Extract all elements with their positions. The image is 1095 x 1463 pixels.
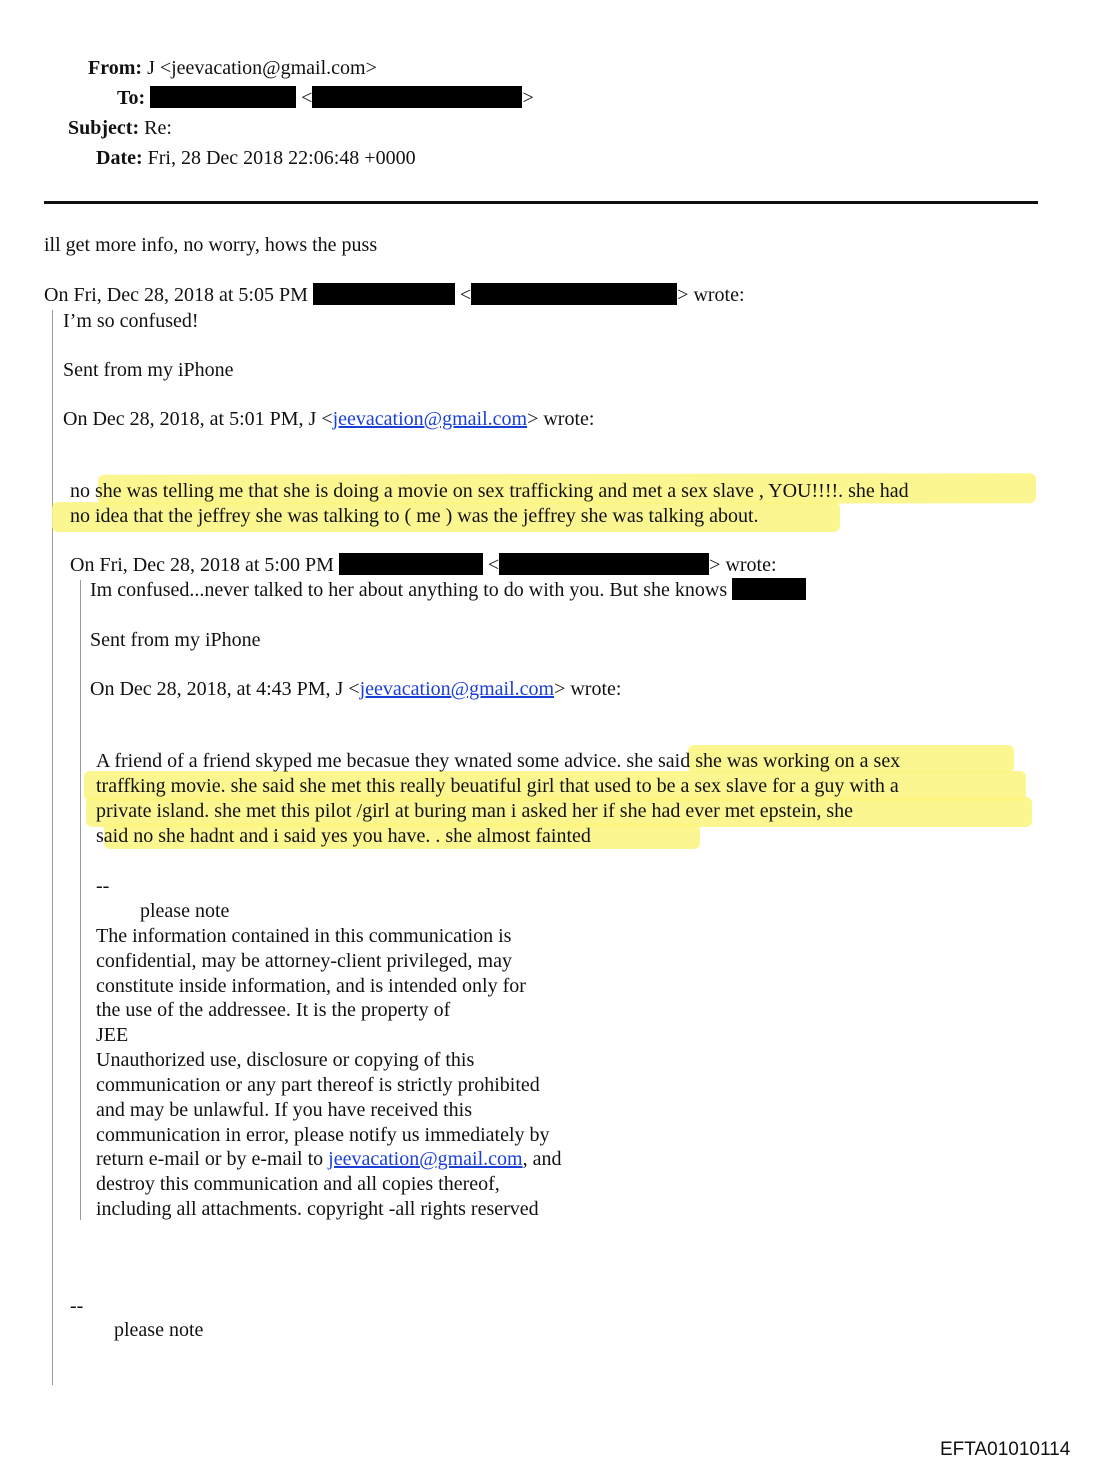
quote2-sig: Sent from my iPhone [90, 629, 261, 651]
quote2-msg-line: said no she hadnt and i said yes you have. . she almost fainted [96, 825, 591, 847]
quote2-line1 [90, 578, 806, 602]
to-gt: > [522, 87, 534, 109]
disclaimer-return-post: , and [522, 1148, 562, 1170]
disclaimer-line: The information contained in this communication is [96, 925, 512, 947]
footer-dashes: -- [70, 1295, 84, 1317]
disclaimer-line: communication or any part thereof is strictly prohibited [96, 1074, 540, 1096]
quote2-msg-line: traffking movie. she said she met this really beuatiful girl that used to be a sex slave for a guy with a [96, 775, 899, 797]
quote1-msg-line1: no she was telling me that she is doing a movie on sex trafficking and met a sex slave , YOU!!!!. she had [70, 480, 909, 502]
disclaimer-return-line [96, 1147, 561, 1171]
reply-text: ill get more info, no worry, hows the puss [44, 234, 378, 256]
email-link[interactable]: jeevacation@gmail.com [359, 678, 555, 700]
quote-bar-inner [80, 580, 81, 1220]
to-line [117, 86, 534, 110]
disclaimer-line: Unauthorized use, disclosure or copying of this [96, 1049, 475, 1071]
quote1-line1: I’m so confused! [63, 310, 199, 332]
subject-value: Re: [144, 117, 172, 139]
footer-note: please note [114, 1319, 204, 1341]
redaction-bar [339, 553, 483, 575]
email-link[interactable]: jeevacation@gmail.com [328, 1148, 523, 1170]
email-link[interactable]: jeevacation@gmail.com [332, 408, 528, 430]
disclaimer-line: constitute inside information, and is intended only for [96, 975, 526, 997]
quote1-attrib-pre: On Fri, Dec 28, 2018 at 5:05 PM [44, 284, 308, 306]
quote1-inner-attrib-pre: On Dec 28, 2018, at 5:01 PM, J < [63, 408, 333, 430]
disclaimer-line: JEE [96, 1024, 129, 1046]
subject-line [68, 116, 172, 140]
quote2-attrib-post: > wrote: [709, 554, 777, 576]
bates-number: EFTA01010114 [940, 1439, 1071, 1460]
disclaimer-line: including all attachments. copyright -all rights reserved [96, 1198, 539, 1220]
redaction-bar [313, 283, 455, 305]
to-lt: < [301, 87, 313, 109]
disclaimer-line: and may be unlawful. If you have received this [96, 1099, 472, 1121]
from-label: From: [88, 57, 143, 79]
quote1-attrib-post: > wrote: [677, 284, 745, 306]
redaction-bar [471, 283, 677, 305]
disclaimer-line: the use of the addressee. It is the property of [96, 999, 451, 1021]
from-line [88, 56, 377, 80]
header-divider [44, 201, 1038, 204]
quote2-inner-attribution [90, 677, 621, 701]
quote2-inner-attrib-post: > wrote: [554, 678, 622, 700]
disclaimer-line: confidential, may be attorney-client privileged, may [96, 950, 512, 972]
quote1-sig: Sent from my iPhone [63, 359, 234, 381]
quote2-msg-line: A friend of a friend skyped me becasue they wnated some advice. she said she was working on a sex [96, 750, 901, 772]
quote2-inner-attrib-pre: On Dec 28, 2018, at 4:43 PM, J < [90, 678, 360, 700]
quote2-line1-text: Im confused...never talked to her about anything to do with you. But she knows [90, 579, 728, 601]
quote1-inner-attribution [63, 407, 594, 431]
disclaimer-line: destroy this communication and all copies thereof, [96, 1173, 500, 1195]
date-line [96, 146, 416, 170]
redaction-bar [732, 578, 806, 600]
date-label: Date: [96, 147, 143, 169]
quote-bar-outer [52, 310, 53, 1385]
disclaimer-return-pre: return e-mail or by e-mail to [96, 1148, 329, 1170]
to-label: To: [117, 87, 146, 109]
disclaimer-note: please note [140, 900, 230, 922]
quote2-attribution [70, 553, 777, 577]
disclaimer-dashes: -- [96, 875, 110, 897]
quote1-attrib-lt: < [459, 284, 472, 306]
quote1-attribution [44, 283, 745, 307]
quote1-inner-attrib-post: > wrote: [527, 408, 595, 430]
quote2-attrib-lt: < [487, 554, 500, 576]
redaction-bar [150, 86, 296, 108]
quote1-msg-line2: no idea that the jeffrey she was talking to ( me ) was the jeffrey she was talking about. [70, 505, 759, 527]
redaction-bar [312, 86, 522, 108]
quote2-msg-line: private island. she met this pilot /girl at buring man i asked her if she had ever met epstein, she [96, 800, 854, 822]
redaction-bar [499, 553, 709, 575]
from-value: J <jeevacation@gmail.com> [147, 57, 377, 79]
subject-label: Subject: [68, 117, 140, 139]
quote2-attrib-pre: On Fri, Dec 28, 2018 at 5:00 PM [70, 554, 334, 576]
date-value: Fri, 28 Dec 2018 22:06:48 +0000 [147, 147, 416, 169]
disclaimer-line: communication in error, please notify us immediately by [96, 1124, 550, 1146]
